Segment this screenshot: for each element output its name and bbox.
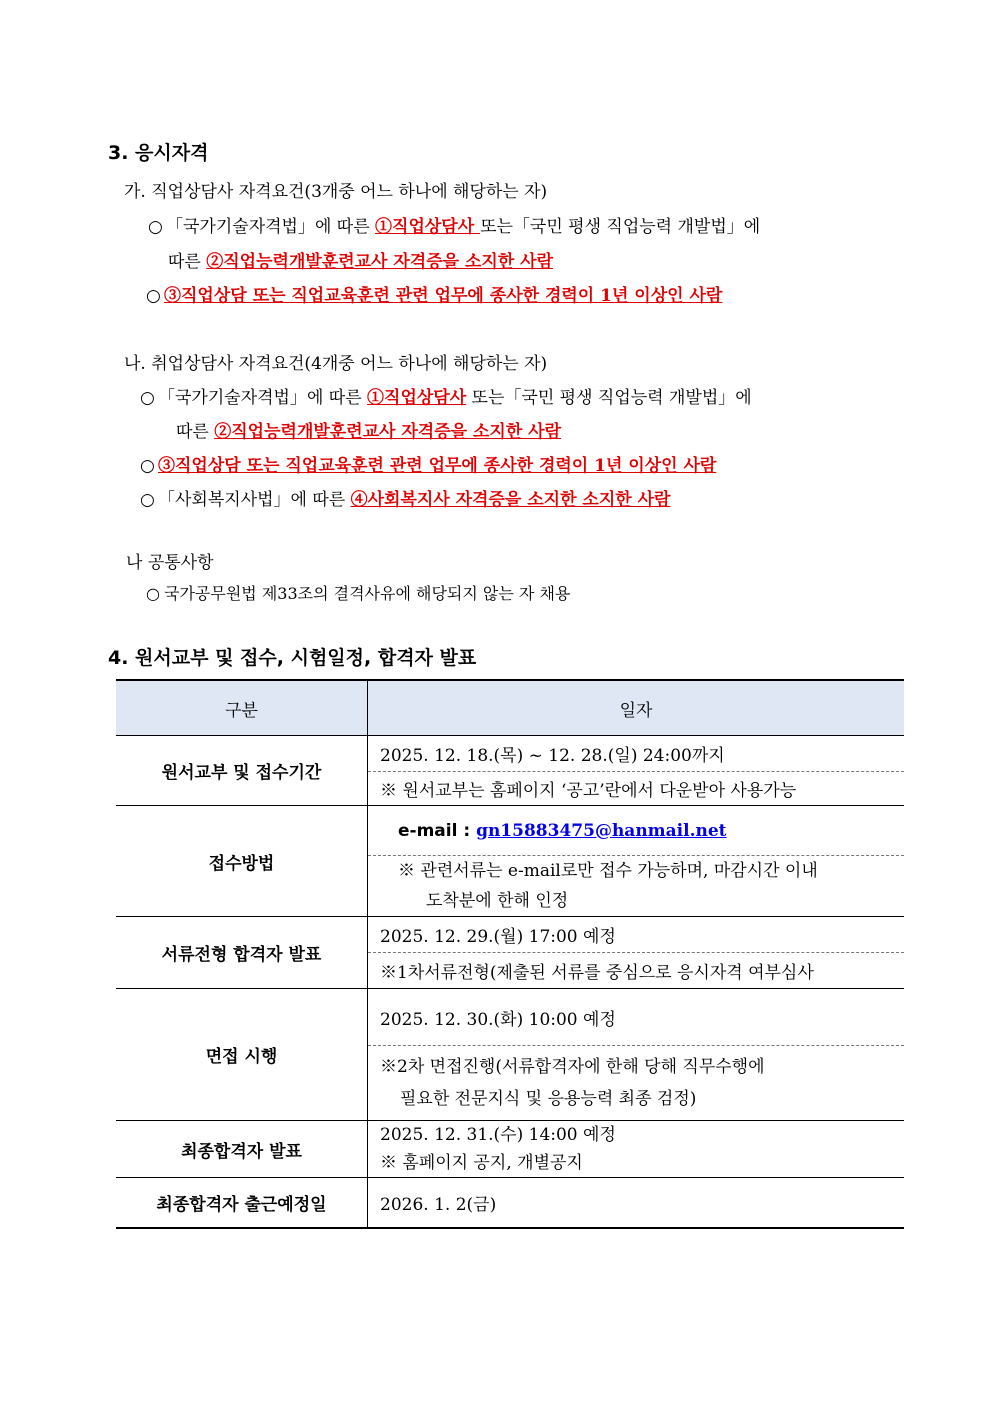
row-note: ※ 관련서류는 e-mail로만 접수 가능하며, 마감시간 이내 도착분에 한해 인정 — [368, 856, 905, 917]
row-date: 2026. 1. 2(금) — [368, 1178, 905, 1228]
table-row — [116, 1178, 904, 1228]
header-date: 일자 — [368, 680, 905, 736]
section3-title: 3. 응시자격 — [108, 142, 209, 164]
bullet-icon: ○ — [146, 584, 160, 603]
row-label: 면접 시행 — [116, 989, 368, 1121]
row-note: ※1차서류전형(제출된 서류를 중심으로 응시자격 여부심사 — [368, 953, 905, 989]
qual-b-line3: ○ ③직업상담 또는 직업교육훈련 관련 업무에 종사한 경력이 1년 이상인 사람 — [140, 456, 717, 476]
bullet-icon: ○ — [146, 286, 161, 306]
bullet-icon: ○ — [148, 217, 163, 237]
common-line1: ○ 국가공무원법 제33조의 결격사유에 해당되지 않는 자 채용 — [146, 582, 570, 606]
row-note: ※2차 면접진행(서류합격자에 한해 당해 직무수행에 필요한 전문지식 및 응용능력 최종 검정) — [368, 1046, 905, 1121]
row-label: 접수방법 — [116, 806, 368, 917]
bullet-icon: ○ — [140, 490, 155, 510]
qual-b-line2: 따른 ②직업능력개발훈련교사 자격증을 소지한 사람 — [176, 422, 562, 442]
qual-a-line3: ○ ③직업상담 또는 직업교육훈련 관련 업무에 종사한 경력이 1년 이상인 사람 — [146, 286, 723, 306]
table-row — [116, 1121, 904, 1178]
common-heading: 나 공통사항 — [126, 553, 214, 573]
row-note: ※ 원서교부는 홈페이지 ‘공고’란에서 다운받아 사용가능 — [368, 772, 905, 806]
bullet-icon: ○ — [140, 388, 155, 408]
table-row — [116, 989, 904, 1046]
row-date: 2025. 12. 30.(화) 10:00 예정 — [368, 989, 905, 1046]
qual-a-line1: ○ 「국가기술자격법」에 따른 ①직업상담사 또는「국민 평생 직업능력 개발법」에 — [148, 217, 761, 237]
section4-title: 4. 원서교부 및 접수, 시험일정, 합격자 발표 — [108, 647, 477, 669]
row-label: 최종합격자 발표 — [116, 1121, 368, 1178]
row-date: 2025. 12. 31.(수) 14:00 예정 ※ 홈페이지 공지, 개별공지 — [368, 1121, 905, 1178]
qual-b-line4: ○ 「사회복지사법」에 따른 ④사회복지사 자격증을 소지한 소지한 사람 — [140, 490, 671, 510]
bullet-icon: ○ — [140, 456, 155, 476]
table-row — [116, 806, 904, 856]
row-label: 서류전형 합격자 발표 — [116, 917, 368, 989]
table-row — [116, 917, 904, 953]
row-email: e-mail : gn15883475@hanmail.net — [368, 806, 905, 856]
qual-b-line1: ○ 「국가기술자격법」에 따른 ①직업상담사 또는「국민 평생 직업능력 개발법」에 — [140, 388, 752, 408]
qual-a-heading: 가. 직업상담사 자격요건(3개중 어느 하나에 해당하는 자) — [124, 182, 548, 202]
row-label: 최종합격자 출근예정일 — [116, 1178, 368, 1228]
row-label: 원서교부 및 접수기간 — [116, 736, 368, 806]
schedule-table — [116, 679, 904, 1229]
email-link[interactable]: gn15883475@hanmail.net — [476, 820, 727, 841]
header-category: 구분 — [116, 680, 368, 736]
table-row — [116, 736, 904, 772]
table-header-row — [116, 680, 904, 736]
row-date: 2025. 12. 18.(목) ~ 12. 28.(일) 24:00까지 — [368, 736, 905, 772]
qual-a-line2: 따른 ②직업능력개발훈련교사 자격증을 소지한 사람 — [168, 252, 554, 272]
qual-b-heading: 나. 취업상담사 자격요건(4개중 어느 하나에 해당하는 자) — [124, 354, 548, 374]
row-date: 2025. 12. 29.(월) 17:00 예정 — [368, 917, 905, 953]
